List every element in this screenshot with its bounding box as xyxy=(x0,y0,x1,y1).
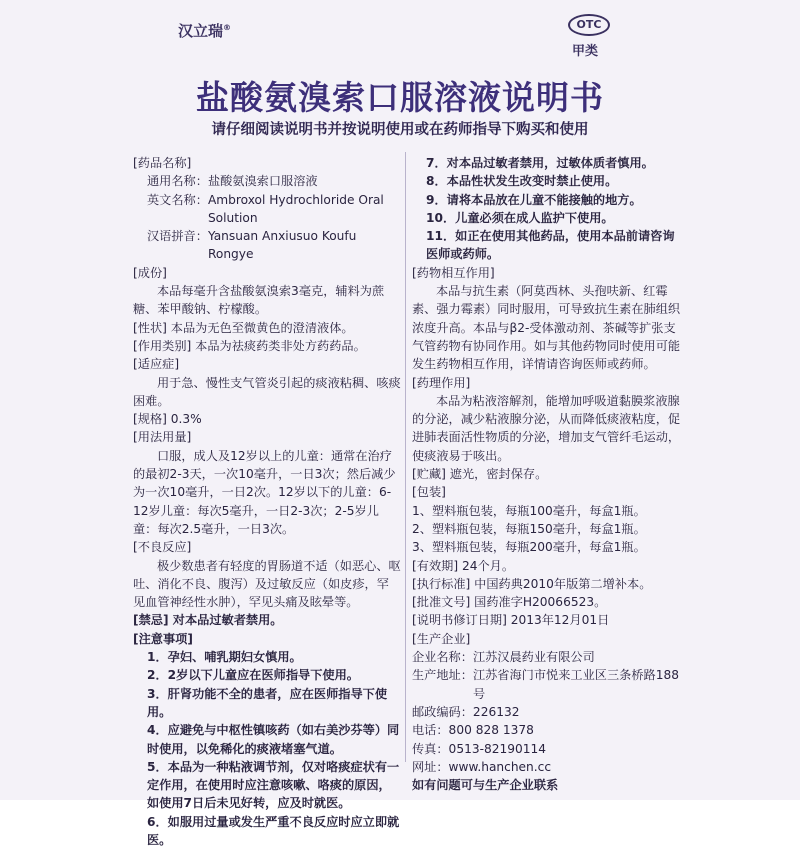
contact-note: 如有问题可与生产企业联系 xyxy=(412,778,559,793)
adverse-text: 极少数患者有轻度的胃肠道不适（如恶心、呕吐、消化不良、腹泻）及过敏反应（如皮疹，罕见血管神经性水肿），罕见头痛及眩晕等。 xyxy=(133,558,401,610)
generic-name-value: 盐酸氨溴索口服溶液 xyxy=(207,174,318,189)
interactions-text: 本品与抗生素（阿莫西林、头孢呋新、红霉素、强力霉素）同时服用，可导致抗生素在肺组织浓度升高。本品与β2-受体激动剂、茶碱等扩张支气管药物有协同作用。如与其他药物同时使用可能发生药物相互作用，详情请咨询医师或药师。 xyxy=(412,284,681,372)
precaution-item: 11．如正在使用其他药品，使用本品前请咨询医师或药师。 xyxy=(426,229,675,262)
column-divider xyxy=(405,152,406,762)
section-header-adverse: [不良反应] xyxy=(133,540,192,555)
precaution-item: 10．儿童必须在成人监护下使用。 xyxy=(426,210,614,225)
pinyin-name-value: Yansuan Anxiusuo Koufu Rongye xyxy=(207,229,357,262)
packaging-item: 2、塑料瓶包装，每瓶150毫升，每盒1瓶。 xyxy=(412,521,646,536)
precaution-item: 8．本品性状发生改变时禁止使用。 xyxy=(426,174,618,189)
company-row: 企业名称： 江苏汉晨药业有限公司 xyxy=(412,648,684,666)
standard-text: [执行标准] 中国药典2010年版第二增补本。 xyxy=(412,576,652,591)
packaging-item: 1、塑料瓶包装，每瓶100毫升，每盒1瓶。 xyxy=(412,503,646,518)
otc-class-label: 甲类 xyxy=(572,44,599,59)
packaging-item: 3、塑料瓶包装，每瓶200毫升，每盒1瓶。 xyxy=(412,540,646,555)
section-header-ingredients: [成份] xyxy=(133,265,167,280)
precaution-item: 7．对本品过敏者禁用，过敏体质者慎用。 xyxy=(426,156,654,170)
section-header-drug-name: [药品名称] xyxy=(133,156,192,170)
precaution-item: 4．应避免与中枢性镇咳药（如右美沙芬等）同时使用，以免稀化的痰液堵塞气道。 xyxy=(147,723,400,756)
precaution-item: 3．肝肾功能不全的患者，应在医师指导下使用。 xyxy=(147,686,388,719)
address-row: 生产地址： 江苏省海门市悦来工业区三条桥路188号 xyxy=(412,666,684,703)
otc-badge: OTC xyxy=(568,14,610,36)
company-address: 江苏省海门市悦来工业区三条桥路188号 xyxy=(472,668,680,701)
category-text: [作用类别] 本品为祛痰药类非处方药药品。 xyxy=(133,338,366,353)
precaution-item: 2．2岁以下儿童应在医师指导下使用。 xyxy=(147,668,359,683)
storage-text: [贮藏] 遮光，密封保存。 xyxy=(412,467,548,482)
section-header-packaging: [包装] xyxy=(412,485,446,500)
precaution-item: 9．请将本品放在儿童不能接触的地方。 xyxy=(426,192,642,207)
revision-date-text: [说明书修订日期] 2013年12月01日 xyxy=(412,613,610,628)
pinyin-name-row: 汉语拼音： Yansuan Anxiusuo Koufu Rongye xyxy=(133,227,401,264)
validity-text: [有效期] 24个月。 xyxy=(412,558,515,573)
section-header-indications: [适应症] xyxy=(133,357,180,372)
section-header-precautions: [注意事项] xyxy=(133,631,193,646)
document-title: 盐酸氨溴索口服溶液说明书 xyxy=(196,78,604,117)
section-header-interactions: [药物相互作用] xyxy=(412,265,495,280)
postcode-text: 邮政编码：226132 xyxy=(412,704,520,719)
contraindications-text: [禁忌] 对本品过敏者禁用。 xyxy=(133,613,283,628)
fax-text: 传真：0513-82190114 xyxy=(412,741,547,756)
left-column xyxy=(133,154,401,849)
precaution-item: 5．本品为一种粘液调节剂，仅对咯痰症状有一定作用，在使用时应注意咳嗽、咯痰的原因，如使用7日后未见好转，应及时就医。 xyxy=(147,759,400,811)
brand-logo: 汉立瑞® xyxy=(178,22,232,40)
company-name: 江苏汉晨药业有限公司 xyxy=(472,650,595,665)
generic-name-row: 通用名称： 盐酸氨溴索口服溶液 xyxy=(133,172,401,190)
document-subtitle: 请仔细阅读说明书并按说明使用或在药师指导下购买和使用 xyxy=(211,122,589,138)
english-name-row: 英文名称： Ambroxol Hydrochloride Oral Solution xyxy=(133,191,401,228)
right-column xyxy=(412,154,684,794)
precaution-item: 1．孕妇、哺乳期妇女慎用。 xyxy=(147,650,302,665)
indications-text: 用于急、慢性支气管炎引起的痰液粘稠、咳痰困难。 xyxy=(133,375,401,408)
section-header-pharmacology: [药理作用] xyxy=(412,375,471,390)
section-header-manufacturer: [生产企业] xyxy=(412,631,471,646)
appearance-text: [性状] 本品为无色至微黄色的澄清液体。 xyxy=(133,320,354,335)
ingredients-text: 本品每毫升含盐酸氨溴索3毫克，辅料为蔗糖、苯甲酸钠、柠檬酸。 xyxy=(133,284,385,317)
precaution-item: 6．如服用过量或发生严重不良反应时应立即就医。 xyxy=(147,814,400,847)
section-header-dosage: [用法用量] xyxy=(133,430,192,445)
approval-text: [批准文号] 国药准字H20066523。 xyxy=(412,595,607,610)
phone-text: 电话：800 828 1378 xyxy=(412,723,534,738)
dosage-text: 口服，成人及12岁以上的儿童：通常在治疗的最初2-3天，一次10毫升，一日3次；然后减少为一次10毫升，一日2次。12岁以下的儿童：6-12岁儿童：每次5毫升，一日2-3次；2-5岁儿童：每次2.5毫升，一日3次。 xyxy=(133,448,396,536)
english-name-value: Ambroxol Hydrochloride Oral Solution xyxy=(207,192,384,225)
website-text: 网址：www.hanchen.cc xyxy=(412,759,552,774)
specification-text: [规格] 0.3% xyxy=(133,412,202,427)
pharmacology-text: 本品为粘液溶解剂，能增加呼吸道黏膜浆液腺的分泌，减少粘液腺分泌，从而降低痰液粘度，促进肺表面活性物质的分泌，增加支气管纤毛运动，使痰液易于咳出。 xyxy=(412,393,681,463)
